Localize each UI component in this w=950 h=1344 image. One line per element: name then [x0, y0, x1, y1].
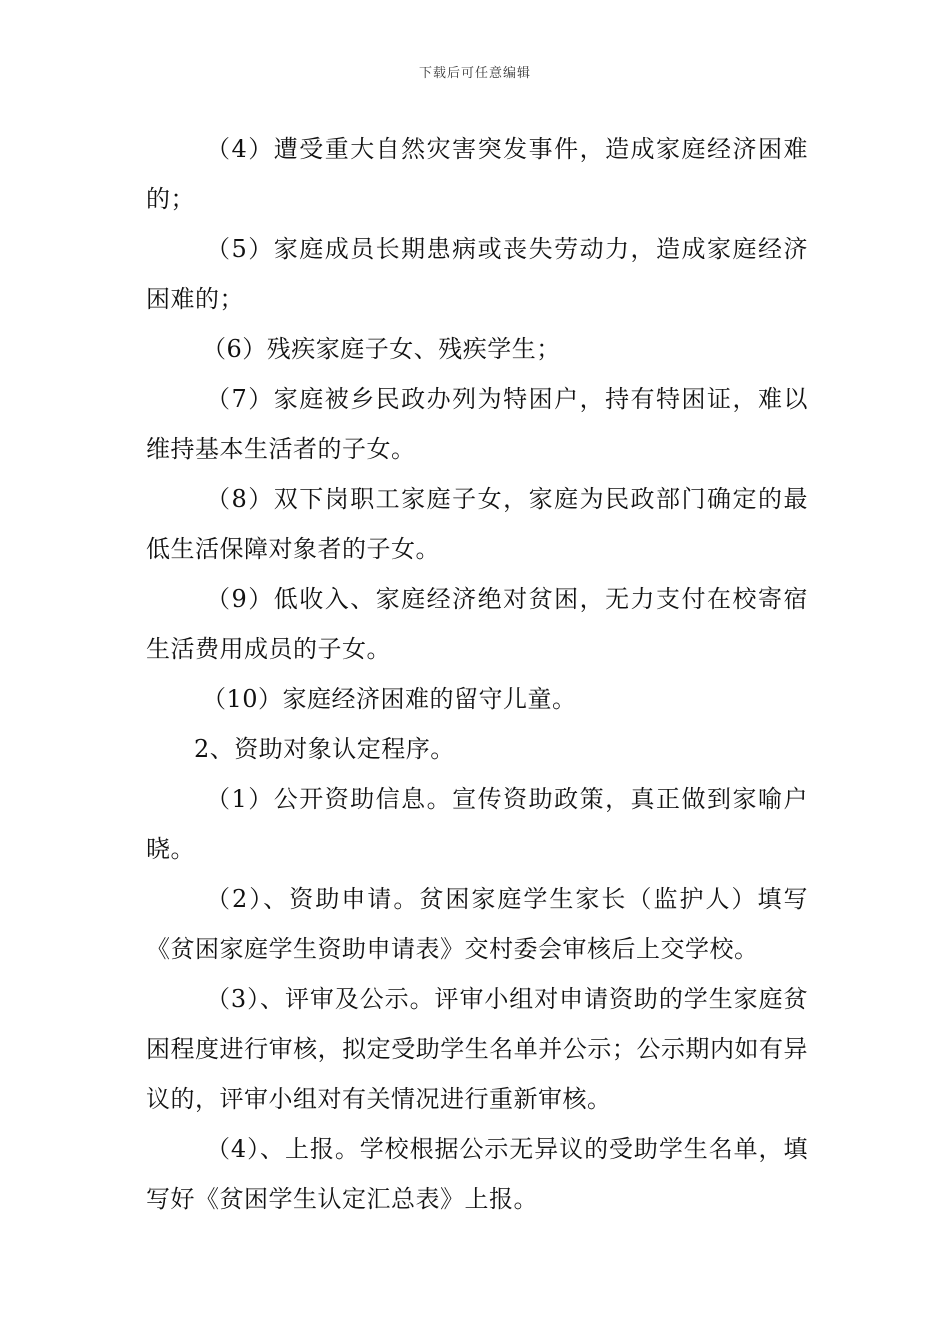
- page-header: 下载后可任意编辑: [418, 66, 531, 81]
- paragraph-item-10: （10）家庭经济困难的留守儿童。: [202, 685, 577, 713]
- document-body: [146, 124, 808, 1224]
- paragraph-item-8: （8）双下岗职工家庭子女，家庭为民政部门确定的最低生活保障对象者的子女。: [146, 485, 808, 563]
- procedure-step-3: （3）、评审及公示。评审小组对申请资助的学生家庭贫困程度进行审核，拟定受助学生名单并公示；公示期内如有异议的，评审小组对有关情况进行重新审核。: [146, 985, 808, 1113]
- procedure-step-4: （4）、上报。学校根据公示无异议的受助学生名单，填写好《贫困学生认定汇总表》上报。: [146, 1135, 808, 1213]
- procedure-step-2: （2）、资助申请。贫困家庭学生家长（监护人）填写《贫困家庭学生资助申请表》交村委会审核后上交学校。: [146, 885, 808, 963]
- paragraph-item-7: （7）家庭被乡民政办列为特困户，持有特困证，难以维持基本生活者的子女。: [146, 385, 808, 463]
- paragraph-item-6: （6）残疾家庭子女、残疾学生；: [202, 335, 561, 363]
- paragraph-item-9: （9）低收入、家庭经济绝对贫困，无力支付在校寄宿生活费用成员的子女。: [146, 585, 808, 663]
- paragraph-item-4: （4）遭受重大自然灾害突发事件，造成家庭经济困难的；: [146, 135, 808, 213]
- section-heading-2: 2、资助对象认定程序。: [194, 735, 455, 763]
- paragraph-item-5: （5）家庭成员长期患病或丧失劳动力，造成家庭经济困难的；: [146, 235, 808, 313]
- procedure-step-1: （1）公开资助信息。宣传资助政策，真正做到家喻户晓。: [146, 785, 808, 863]
